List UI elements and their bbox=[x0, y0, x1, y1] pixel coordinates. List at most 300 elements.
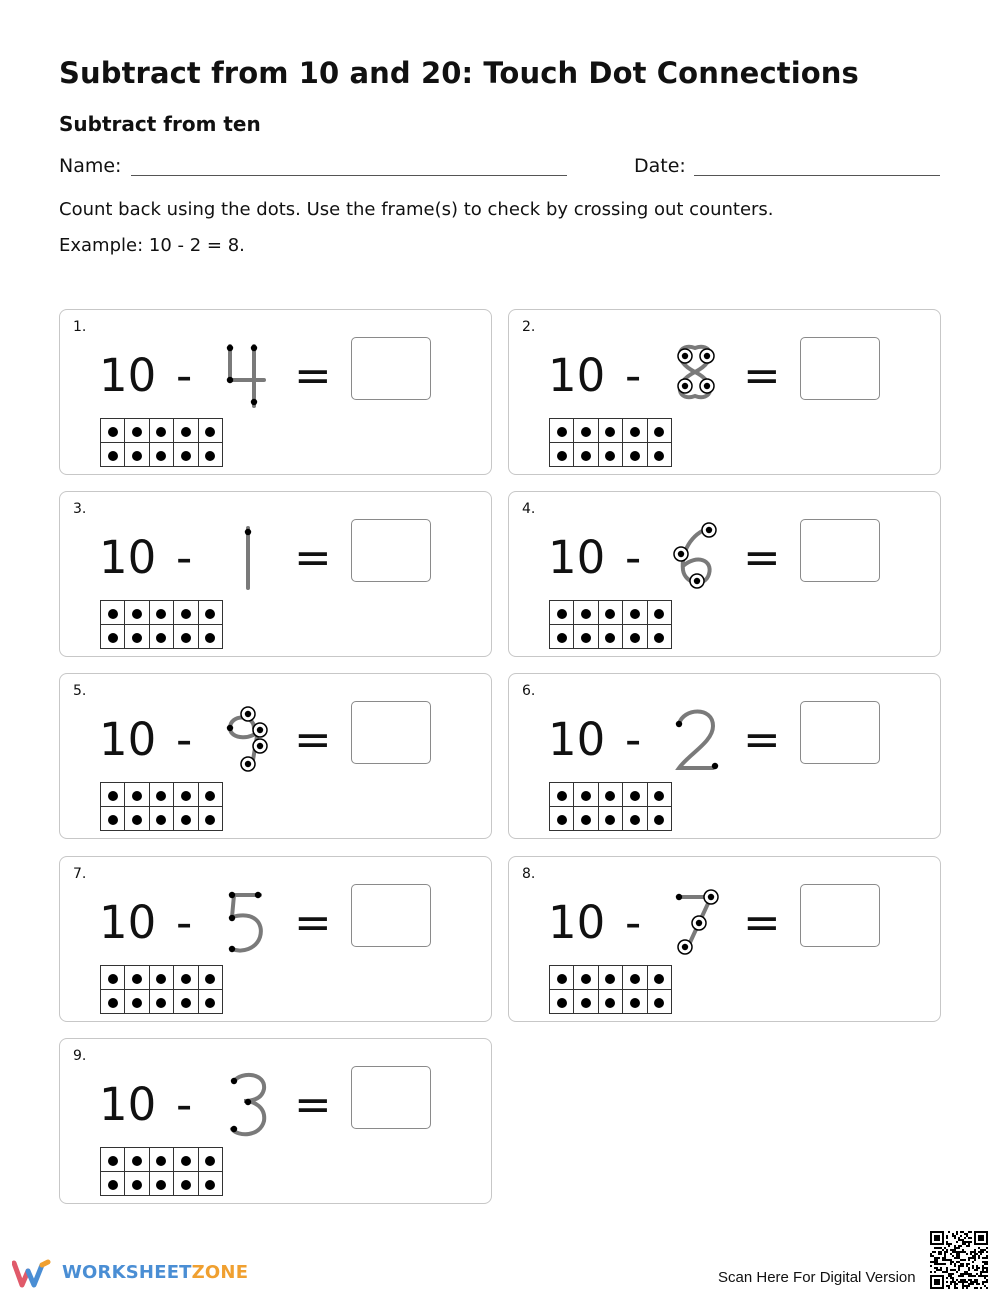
ten-frame-cell[interactable] bbox=[174, 783, 198, 807]
counter-dot[interactable] bbox=[205, 1156, 215, 1166]
qr-module bbox=[936, 1247, 938, 1249]
ten-frame-cell[interactable] bbox=[198, 625, 222, 649]
ten-frame-cell[interactable] bbox=[550, 807, 574, 831]
ten-frame-cell[interactable] bbox=[198, 601, 222, 625]
counter-dot[interactable] bbox=[654, 427, 664, 437]
counter-dot[interactable] bbox=[654, 998, 664, 1008]
ten-frame-cell[interactable] bbox=[125, 783, 149, 807]
counter-dot[interactable] bbox=[605, 791, 615, 801]
qr-module bbox=[958, 1275, 960, 1277]
counter-dot[interactable] bbox=[581, 998, 591, 1008]
qr-module bbox=[954, 1265, 956, 1267]
qr-module bbox=[982, 1261, 984, 1263]
ten-frame-cell[interactable] bbox=[125, 966, 149, 990]
counter-dot[interactable] bbox=[181, 633, 191, 643]
qr-module bbox=[974, 1279, 976, 1281]
ten-frame-cell[interactable] bbox=[647, 419, 671, 443]
counter-dot[interactable] bbox=[156, 427, 166, 437]
counter-dot[interactable] bbox=[181, 998, 191, 1008]
ten-frame-cell[interactable] bbox=[623, 990, 647, 1014]
ten-frame-cell[interactable] bbox=[623, 625, 647, 649]
counter-dot[interactable] bbox=[557, 427, 567, 437]
ten-frame-cell[interactable] bbox=[101, 1148, 125, 1172]
counter-dot[interactable] bbox=[156, 1180, 166, 1190]
ten-frame-cell[interactable] bbox=[198, 419, 222, 443]
qr-module bbox=[946, 1235, 948, 1237]
digit-stroke bbox=[232, 895, 261, 951]
ten-frame-cell[interactable] bbox=[101, 783, 125, 807]
counter-dot[interactable] bbox=[630, 633, 640, 643]
qr-module bbox=[942, 1259, 944, 1261]
counter-dot[interactable] bbox=[557, 815, 567, 825]
counter-dot[interactable] bbox=[630, 998, 640, 1008]
problem-number: 8. bbox=[522, 866, 536, 882]
ten-frame-cell[interactable] bbox=[550, 625, 574, 649]
counter-dot[interactable] bbox=[205, 427, 215, 437]
qr-module bbox=[986, 1269, 988, 1271]
ten-frame-cell[interactable] bbox=[101, 443, 125, 467]
qr-module bbox=[972, 1267, 974, 1269]
counter-dot[interactable] bbox=[108, 815, 118, 825]
qr-module bbox=[966, 1285, 968, 1287]
counter-dot[interactable] bbox=[205, 451, 215, 461]
ten-frame-cell[interactable] bbox=[623, 807, 647, 831]
qr-module bbox=[986, 1271, 988, 1273]
qr-finder-part bbox=[934, 1235, 940, 1241]
qr-module bbox=[984, 1267, 986, 1269]
ten-frame-cell[interactable] bbox=[598, 601, 622, 625]
qr-code-icon[interactable] bbox=[930, 1231, 988, 1289]
qr-module bbox=[954, 1257, 956, 1259]
qr-module bbox=[976, 1279, 978, 1281]
ten-frame-cell[interactable] bbox=[550, 419, 574, 443]
answer-box[interactable] bbox=[800, 519, 880, 582]
ten-frame-cell[interactable] bbox=[198, 807, 222, 831]
qr-module bbox=[946, 1251, 948, 1253]
qr-module bbox=[966, 1235, 968, 1237]
ten-frame-cell[interactable] bbox=[623, 443, 647, 467]
ten-frame-cell[interactable] bbox=[198, 443, 222, 467]
answer-box[interactable] bbox=[800, 337, 880, 400]
ten-frame-cell[interactable] bbox=[174, 966, 198, 990]
counter-dot[interactable] bbox=[156, 974, 166, 984]
qr-module bbox=[978, 1275, 980, 1277]
counter-dot[interactable] bbox=[654, 451, 664, 461]
counter-dot[interactable] bbox=[605, 609, 615, 619]
date-field[interactable] bbox=[694, 175, 940, 176]
counter-dot[interactable] bbox=[181, 815, 191, 825]
counter-dot[interactable] bbox=[581, 633, 591, 643]
counter-dot[interactable] bbox=[108, 998, 118, 1008]
qr-module bbox=[984, 1281, 986, 1283]
touch-dot bbox=[231, 1126, 237, 1132]
counter-dot[interactable] bbox=[605, 451, 615, 461]
counter-dot[interactable] bbox=[156, 609, 166, 619]
counter-dot[interactable] bbox=[205, 633, 215, 643]
qr-module bbox=[986, 1275, 988, 1277]
name-field[interactable] bbox=[131, 175, 567, 176]
ten-frame-cell[interactable] bbox=[149, 625, 173, 649]
counter-dot[interactable] bbox=[557, 791, 567, 801]
ten-frame-cell[interactable] bbox=[598, 783, 622, 807]
ten-frame-cell[interactable] bbox=[623, 601, 647, 625]
touch-dot bbox=[229, 946, 235, 952]
answer-box[interactable] bbox=[351, 519, 431, 582]
counter-dot[interactable] bbox=[108, 1156, 118, 1166]
equals-sign: = bbox=[294, 531, 332, 584]
touch-dot bbox=[245, 1099, 251, 1105]
qr-module bbox=[968, 1283, 970, 1285]
counter-dot[interactable] bbox=[132, 1180, 142, 1190]
ten-frame-cell[interactable] bbox=[101, 807, 125, 831]
counter-dot[interactable] bbox=[181, 427, 191, 437]
minus-sign: - bbox=[625, 349, 642, 402]
qr-module bbox=[954, 1249, 956, 1251]
qr-module bbox=[978, 1283, 980, 1285]
counter-dot[interactable] bbox=[108, 633, 118, 643]
counter-dot[interactable] bbox=[581, 451, 591, 461]
qr-module bbox=[962, 1273, 964, 1275]
qr-module bbox=[950, 1281, 952, 1283]
counter-dot[interactable] bbox=[205, 815, 215, 825]
qr-module bbox=[946, 1259, 948, 1261]
qr-module bbox=[986, 1257, 988, 1259]
qr-module bbox=[982, 1283, 984, 1285]
qr-module bbox=[972, 1275, 974, 1277]
ten-frame-cell[interactable] bbox=[550, 990, 574, 1014]
qr-module bbox=[960, 1239, 962, 1241]
ten-frame-cell[interactable] bbox=[623, 966, 647, 990]
touch-dot bbox=[676, 894, 682, 900]
ten-frame-cell[interactable] bbox=[598, 419, 622, 443]
qr-module bbox=[968, 1263, 970, 1265]
counter-dot[interactable] bbox=[156, 998, 166, 1008]
counter-dot[interactable] bbox=[181, 609, 191, 619]
counter-dot[interactable] bbox=[605, 974, 615, 984]
qr-module bbox=[956, 1271, 958, 1273]
counter-dot[interactable] bbox=[205, 791, 215, 801]
counter-dot[interactable] bbox=[581, 609, 591, 619]
ten-frame-cell[interactable] bbox=[149, 807, 173, 831]
qr-module bbox=[942, 1257, 944, 1259]
qr-module bbox=[944, 1271, 946, 1273]
ten-frame-cell[interactable] bbox=[101, 966, 125, 990]
qr-module bbox=[976, 1267, 978, 1269]
qr-module bbox=[962, 1231, 964, 1233]
touch-dot bbox=[227, 345, 233, 351]
answer-box[interactable] bbox=[351, 1066, 431, 1129]
minuend: 10 bbox=[548, 713, 606, 766]
ten-frame-cell[interactable] bbox=[125, 601, 149, 625]
answer-box[interactable] bbox=[351, 884, 431, 947]
counter-dot[interactable] bbox=[557, 609, 567, 619]
counter-dot[interactable] bbox=[630, 791, 640, 801]
problem-card bbox=[508, 309, 941, 475]
qr-module bbox=[954, 1251, 956, 1253]
touch-dot-digit-6 bbox=[667, 510, 727, 610]
qr-module bbox=[930, 1253, 932, 1255]
ten-frame-cell[interactable] bbox=[574, 419, 598, 443]
counter-dot[interactable] bbox=[581, 427, 591, 437]
ten-frame-cell[interactable] bbox=[174, 443, 198, 467]
ten-frame bbox=[100, 782, 223, 831]
counter-dot[interactable] bbox=[156, 451, 166, 461]
ten-frame-cell[interactable] bbox=[198, 1148, 222, 1172]
qr-module bbox=[940, 1269, 942, 1271]
ten-frame-cell[interactable] bbox=[174, 990, 198, 1014]
ten-frame-cell[interactable] bbox=[647, 443, 671, 467]
qr-module bbox=[970, 1283, 972, 1285]
counter-dot[interactable] bbox=[205, 609, 215, 619]
counter-dot[interactable] bbox=[557, 451, 567, 461]
qr-module bbox=[982, 1267, 984, 1269]
qr-module bbox=[940, 1253, 942, 1255]
ten-frame-cell[interactable] bbox=[550, 783, 574, 807]
qr-module bbox=[976, 1269, 978, 1271]
ten-frame-cell[interactable] bbox=[198, 990, 222, 1014]
qr-module bbox=[962, 1265, 964, 1267]
counter-dot[interactable] bbox=[654, 815, 664, 825]
touch-dot bbox=[229, 915, 235, 921]
problem-card bbox=[59, 309, 492, 475]
counter-dot[interactable] bbox=[132, 998, 142, 1008]
counter-dot[interactable] bbox=[132, 451, 142, 461]
ten-frame bbox=[100, 1147, 223, 1196]
ten-frame-cell[interactable] bbox=[598, 443, 622, 467]
qr-module bbox=[962, 1263, 964, 1265]
counter-dot[interactable] bbox=[605, 427, 615, 437]
counter-dot[interactable] bbox=[605, 998, 615, 1008]
problem-number: 2. bbox=[522, 319, 536, 335]
ten-frame-cell[interactable] bbox=[149, 601, 173, 625]
touch-dot bbox=[251, 345, 257, 351]
counter-dot[interactable] bbox=[557, 998, 567, 1008]
ten-frame-cell[interactable] bbox=[550, 601, 574, 625]
qr-module bbox=[974, 1255, 976, 1257]
counter-dot[interactable] bbox=[181, 1180, 191, 1190]
counter-dot[interactable] bbox=[205, 998, 215, 1008]
ten-frame-cell[interactable] bbox=[149, 443, 173, 467]
counter-dot[interactable] bbox=[630, 974, 640, 984]
ten-frame-cell[interactable] bbox=[574, 783, 598, 807]
ten-frame-cell[interactable] bbox=[647, 807, 671, 831]
touch-dot bbox=[696, 920, 702, 926]
ten-frame-cell[interactable] bbox=[598, 625, 622, 649]
ten-frame-cell[interactable] bbox=[174, 1172, 198, 1196]
qr-module bbox=[938, 1247, 940, 1249]
qr-module bbox=[964, 1251, 966, 1253]
ten-frame-cell[interactable] bbox=[598, 966, 622, 990]
counter-dot[interactable] bbox=[108, 974, 118, 984]
counter-dot[interactable] bbox=[181, 1156, 191, 1166]
ten-frame-cell[interactable] bbox=[647, 966, 671, 990]
counter-dot[interactable] bbox=[108, 791, 118, 801]
worksheetzone-logo-icon bbox=[12, 1259, 56, 1289]
ten-frame-cell[interactable] bbox=[149, 419, 173, 443]
qr-module bbox=[986, 1251, 988, 1253]
ten-frame-cell[interactable] bbox=[574, 625, 598, 649]
counter-dot[interactable] bbox=[156, 791, 166, 801]
qr-module bbox=[938, 1263, 940, 1265]
counter-dot[interactable] bbox=[132, 815, 142, 825]
ten-frame-cell[interactable] bbox=[125, 807, 149, 831]
counter-dot[interactable] bbox=[630, 609, 640, 619]
ten-frame-cell[interactable] bbox=[101, 419, 125, 443]
qr-module bbox=[982, 1249, 984, 1251]
qr-module bbox=[962, 1259, 964, 1261]
ten-frame-cell[interactable] bbox=[598, 807, 622, 831]
counter-dot[interactable] bbox=[181, 974, 191, 984]
ten-frame bbox=[100, 418, 223, 467]
ten-frame-cell[interactable] bbox=[623, 783, 647, 807]
answer-box[interactable] bbox=[800, 884, 880, 947]
qr-module bbox=[970, 1251, 972, 1253]
ten-frame-cell[interactable] bbox=[125, 419, 149, 443]
touch-dot bbox=[676, 721, 682, 727]
qr-module bbox=[954, 1235, 956, 1237]
counter-dot[interactable] bbox=[132, 633, 142, 643]
counter-dot[interactable] bbox=[108, 427, 118, 437]
touch-dot bbox=[682, 353, 688, 359]
counter-dot[interactable] bbox=[630, 815, 640, 825]
counter-dot[interactable] bbox=[132, 791, 142, 801]
counter-dot[interactable] bbox=[132, 974, 142, 984]
qr-module bbox=[966, 1287, 968, 1289]
qr-module bbox=[954, 1269, 956, 1271]
ten-frame-cell[interactable] bbox=[550, 966, 574, 990]
qr-module bbox=[960, 1279, 962, 1281]
ten-frame-cell[interactable] bbox=[174, 419, 198, 443]
counter-dot[interactable] bbox=[132, 1156, 142, 1166]
qr-module bbox=[970, 1241, 972, 1243]
ten-frame-cell[interactable] bbox=[550, 443, 574, 467]
ten-frame-cell[interactable] bbox=[574, 990, 598, 1014]
ten-frame-cell[interactable] bbox=[149, 783, 173, 807]
minus-sign: - bbox=[176, 713, 193, 766]
ten-frame-cell[interactable] bbox=[174, 807, 198, 831]
qr-module bbox=[952, 1281, 954, 1283]
ten-frame-cell[interactable] bbox=[174, 601, 198, 625]
counter-dot[interactable] bbox=[156, 815, 166, 825]
qr-module bbox=[948, 1285, 950, 1287]
answer-box[interactable] bbox=[800, 701, 880, 764]
ten-frame-cell[interactable] bbox=[101, 601, 125, 625]
equals-sign: = bbox=[294, 1078, 332, 1131]
counter-dot[interactable] bbox=[108, 451, 118, 461]
counter-dot[interactable] bbox=[181, 451, 191, 461]
qr-module bbox=[966, 1241, 968, 1243]
counter-dot[interactable] bbox=[605, 633, 615, 643]
ten-frame-cell[interactable] bbox=[198, 1172, 222, 1196]
qr-finder-part bbox=[934, 1279, 940, 1285]
qr-module bbox=[972, 1265, 974, 1267]
qr-module bbox=[956, 1251, 958, 1253]
ten-frame-cell[interactable] bbox=[101, 990, 125, 1014]
qr-module bbox=[952, 1255, 954, 1257]
qr-module bbox=[978, 1267, 980, 1269]
ten-frame-cell[interactable] bbox=[647, 601, 671, 625]
qr-module bbox=[936, 1269, 938, 1271]
ten-frame-cell[interactable] bbox=[101, 625, 125, 649]
ten-frame-cell[interactable] bbox=[149, 1172, 173, 1196]
counter-dot[interactable] bbox=[654, 633, 664, 643]
ten-frame-cell[interactable] bbox=[574, 601, 598, 625]
counter-dot[interactable] bbox=[654, 609, 664, 619]
ten-frame-cell[interactable] bbox=[198, 966, 222, 990]
counter-dot[interactable] bbox=[605, 815, 615, 825]
ten-frame-cell[interactable] bbox=[647, 783, 671, 807]
ten-frame-cell[interactable] bbox=[623, 419, 647, 443]
counter-dot[interactable] bbox=[581, 815, 591, 825]
ten-frame-cell[interactable] bbox=[125, 990, 149, 1014]
qr-module bbox=[974, 1269, 976, 1271]
counter-dot[interactable] bbox=[205, 974, 215, 984]
ten-frame bbox=[549, 418, 672, 467]
minuend: 10 bbox=[548, 349, 606, 402]
qr-module bbox=[976, 1273, 978, 1275]
counter-dot[interactable] bbox=[630, 451, 640, 461]
ten-frame-cell[interactable] bbox=[149, 1148, 173, 1172]
counter-dot[interactable] bbox=[557, 974, 567, 984]
counter-dot[interactable] bbox=[132, 609, 142, 619]
counter-dot[interactable] bbox=[654, 791, 664, 801]
counter-dot[interactable] bbox=[581, 974, 591, 984]
ten-frame-cell[interactable] bbox=[574, 807, 598, 831]
counter-dot[interactable] bbox=[581, 791, 591, 801]
ten-frame-cell[interactable] bbox=[174, 1148, 198, 1172]
answer-box[interactable] bbox=[351, 337, 431, 400]
ten-frame-cell[interactable] bbox=[198, 783, 222, 807]
qr-module bbox=[944, 1253, 946, 1255]
counter-dot[interactable] bbox=[205, 1180, 215, 1190]
ten-frame-cell[interactable] bbox=[149, 966, 173, 990]
minus-sign: - bbox=[176, 896, 193, 949]
counter-dot[interactable] bbox=[156, 1156, 166, 1166]
counter-dot[interactable] bbox=[132, 427, 142, 437]
counter-dot[interactable] bbox=[108, 1180, 118, 1190]
counter-dot[interactable] bbox=[156, 633, 166, 643]
ten-frame-cell[interactable] bbox=[574, 443, 598, 467]
qr-module bbox=[938, 1251, 940, 1253]
answer-box[interactable] bbox=[351, 701, 431, 764]
counter-dot[interactable] bbox=[630, 427, 640, 437]
counter-dot[interactable] bbox=[654, 974, 664, 984]
ten-frame-cell[interactable] bbox=[149, 990, 173, 1014]
qr-module bbox=[954, 1285, 956, 1287]
qr-module bbox=[956, 1279, 958, 1281]
counter-dot[interactable] bbox=[557, 633, 567, 643]
ten-frame-cell[interactable] bbox=[125, 625, 149, 649]
qr-module bbox=[962, 1241, 964, 1243]
qr-module bbox=[984, 1249, 986, 1251]
ten-frame-cell[interactable] bbox=[647, 625, 671, 649]
ten-frame-cell[interactable] bbox=[125, 1148, 149, 1172]
touch-dot bbox=[712, 763, 718, 769]
ten-frame-cell[interactable] bbox=[125, 443, 149, 467]
qr-module bbox=[972, 1255, 974, 1257]
ten-frame-cell[interactable] bbox=[574, 966, 598, 990]
qr-module bbox=[970, 1281, 972, 1283]
ten-frame-cell[interactable] bbox=[101, 1172, 125, 1196]
qr-module bbox=[966, 1253, 968, 1255]
ten-frame-cell[interactable] bbox=[647, 990, 671, 1014]
ten-frame-cell[interactable] bbox=[125, 1172, 149, 1196]
counter-dot[interactable] bbox=[108, 609, 118, 619]
ten-frame-cell[interactable] bbox=[598, 990, 622, 1014]
ten-frame-cell[interactable] bbox=[174, 625, 198, 649]
counter-dot[interactable] bbox=[181, 791, 191, 801]
qr-module bbox=[940, 1267, 942, 1269]
